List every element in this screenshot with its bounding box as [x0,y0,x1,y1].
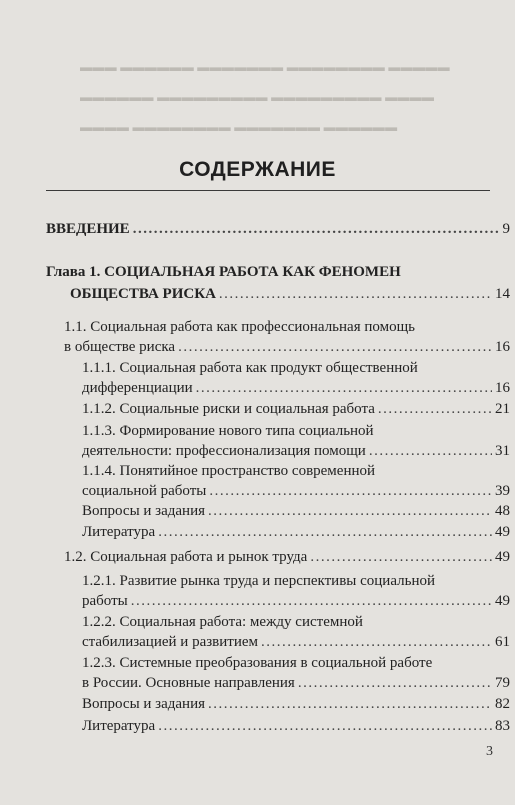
entry-page: 79 [495,675,510,691]
dot-leader [158,522,492,542]
dot-leader [209,481,492,501]
entry-page: 21 [495,401,510,417]
entry-page: 49 [495,593,510,609]
dot-leader [196,378,492,398]
entry-title-line2: социальной работы [82,483,207,499]
dot-leader [378,399,492,419]
toc-entry-literature-1[interactable] [82,522,510,542]
toc-entry-1-1-1[interactable] [82,358,510,398]
entry-title-line2: работы [82,593,128,609]
dot-leader [208,694,492,714]
toc-entry-1-1-3[interactable] [82,421,510,461]
entry-page: 48 [495,503,510,519]
dot-leader [310,547,492,567]
entry-title: ВВЕДЕНИЕ [46,221,130,237]
entry-page: 16 [495,380,510,396]
entry-title: Вопросы и задания [82,696,205,712]
dot-leader [369,441,492,461]
entry-page: 16 [495,339,510,355]
dot-leader [158,716,492,736]
entry-title: 1.1.2. Социальные риски и социальная работа [82,401,375,417]
entry-page: 9 [502,221,510,237]
dot-leader [208,501,492,521]
entry-title-line1: 1.2.2. Социальная работа: между системной [82,614,363,630]
entry-title-line2: в России. Основные направления [82,675,295,691]
dot-leader [219,284,492,304]
entry-page: 82 [495,696,510,712]
entry-page: 83 [495,718,510,734]
entry-title: Литература [82,718,156,734]
bleed-through-text: ▬▬▬ ▬▬▬▬▬▬ ▬▬▬▬▬▬▬ ▬▬▬▬▬▬▬▬ ▬▬▬▬▬ [80,60,450,74]
entry-title-line1: 1.2.3. Системные преобразования в социальной работе [82,655,433,671]
entry-title-line2: деятельности: профессионализация помощи [82,443,366,459]
entry-page: 14 [495,286,510,302]
bleed-through-text: ▬▬▬▬ ▬▬▬▬▬▬▬▬ ▬▬▬▬▬▬▬ ▬▬▬▬▬▬ [80,120,398,134]
page-number: 3 [486,744,493,759]
entry-title: Литература [82,524,156,540]
toc-entry-literature-2[interactable] [82,716,510,736]
toc-entry-introduction[interactable] [46,219,510,239]
entry-title-line1: 1.2.1. Развитие рынка труда и перспективы социальной [82,573,436,589]
toc-entry-1-2[interactable] [64,547,510,567]
entry-title-line1: 1.1. Социальная работа как профессиональная помощь [64,319,415,335]
dot-leader [261,632,492,652]
dot-leader [131,591,492,611]
entry-title-line1: 1.1.1. Социальная работа как продукт общественной [82,360,418,376]
toc-entry-1-1[interactable] [64,317,510,357]
entry-title: 1.2. Социальная работа и рынок труда [64,549,308,565]
entry-title-line1: 1.1.3. Формирование нового типа социальной [82,423,374,439]
dot-leader [133,219,500,239]
bleed-through-text: ▬▬▬▬▬▬ ▬▬▬▬▬▬▬▬▬ ▬▬▬▬▬▬▬▬▬ ▬▬▬▬ [80,90,435,104]
toc-entry-questions-1[interactable] [82,501,510,521]
toc-entry-chapter-1[interactable] [46,262,510,304]
toc-entry-1-2-1[interactable] [82,571,510,611]
entry-page: 49 [495,524,510,540]
entry-page: 39 [495,483,510,499]
chapter-title-line1: СОЦИАЛЬНАЯ РАБОТА КАК ФЕНОМЕН [104,264,401,280]
page-title: СОДЕРЖАНИЕ [179,158,336,181]
dot-leader [178,337,492,357]
toc-entry-1-2-2[interactable] [82,612,510,652]
entry-page: 61 [495,634,510,650]
entry-title-line2: стабилизацией и развитием [82,634,259,650]
entry-page: 49 [495,549,510,565]
entry-title-line2: дифференциации [82,380,193,396]
toc-entry-1-2-3[interactable] [82,653,510,693]
toc-entry-questions-2[interactable] [82,694,510,714]
entry-title-line2: в обществе риска [64,339,176,355]
toc-entry-1-1-2[interactable] [82,399,510,419]
entry-title-line1: 1.1.4. Понятийное пространство современной [82,463,376,479]
toc-entry-1-1-4[interactable] [82,461,510,501]
dot-leader [298,673,492,693]
chapter-label: Глава 1. [46,264,105,280]
entry-title: Вопросы и задания [82,503,205,519]
entry-page: 31 [495,443,510,459]
chapter-title-line2: ОБЩЕСТВА РИСКА [70,286,216,302]
title-rule [46,190,490,191]
